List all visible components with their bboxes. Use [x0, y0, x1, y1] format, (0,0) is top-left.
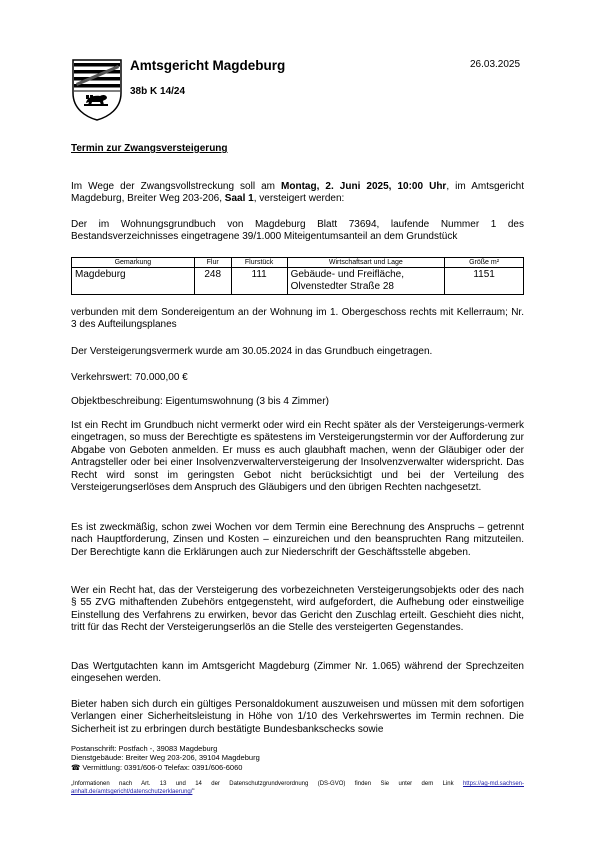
- court-name: Amtsgericht Magdeburg: [130, 58, 286, 73]
- table-header: Wirtschaftsart und Lage: [287, 258, 445, 268]
- verkehrswert: Verkehrswert: 70.000,00 €: [71, 372, 188, 383]
- table-header: Flur: [194, 258, 231, 268]
- coat-of-arms-icon: [72, 59, 122, 121]
- cell-lage: [287, 268, 445, 295]
- intro-paragraph: Im Wege der Zwangsvollstreckung soll am Montag, 2. Juni 2025, 10:00 Uhr, im Amtsgericht Magdeburg, Breiter Weg 203-206, Saal 1, versteigert werden:: [71, 181, 524, 205]
- footer-address: [71, 744, 260, 772]
- property-table: [71, 257, 524, 295]
- case-number: 38b K 14/24: [130, 86, 186, 97]
- table-header: Gemarkung: [72, 258, 195, 268]
- lage-line-2: Olvenstedter Straße 28: [290, 281, 394, 292]
- bieter-paragraph: Bieter haben sich durch ein gültiges Personaldokument auszuweisen und müssen mit dem sofortigen Verlangen einer Sicherheitsleistung in Höhe von 1/10 des Verkehrswertes im Termin rechnen. Die Sicherheit ist zu erbringen durch bestätigte Bundesbankschecks sowie: [71, 699, 524, 735]
- grundbuch-paragraph: Der im Wohnungsgrundbuch von Magdeburg Blatt 73694, laufende Nummer 1 des Bestandsverzeichnisses eingetragene 39/1.000 Miteigentumsanteil an dem Grundstück: [71, 219, 524, 243]
- objektbeschreibung: Objektbeschreibung: Eigentumswohnung (3 bis 4 Zimmer): [71, 396, 329, 407]
- footer-dienstgebaeude: Dienstgebäude: Breiter Weg 203-206, 39104 Magdeburg: [71, 753, 260, 763]
- table-row: [72, 268, 524, 295]
- table-header-row: [72, 258, 524, 268]
- document-date: 26.03.2025: [470, 59, 521, 70]
- table-header: Flurstück: [231, 258, 287, 268]
- cell-flurstueck: 111: [231, 268, 287, 295]
- recht-paragraph: Ist ein Recht im Grundbuch nicht vermerkt oder wird ein Recht später als der Versteigerungs-vermerk eingetragen, so muss der Berechtigte es spätestens im Versteigerungstermin vor der Aufforderung zur Abgabe von Geboten anmelden. Er muss es auch glaubhaft machen, wenn der Gläubiger oder der Antragsteller oder bei einer Insolvenzverwalterversteigerung der Insolvenzverwalter widerspricht. Das Recht wird sonst im geringsten Gebot nicht berücksichtigt und bei der Verteilung des Versteigerungserlöses dem Anspruch des Gläubigers und den übrigen Rechten nachgesetzt.: [71, 420, 524, 494]
- widerspruch-paragraph: Wer ein Recht hat, das der Versteigerung des vorbezeichneten Versteigerungsobjekts oder des nach § 55 ZVG mithaftenden Zubehörs entgegensteht, wird aufgefordert, die Aufhebung oder einstweilige Einstellung des Verfahrens zu erwirken, bevor das Gericht den Zuschlag erteilt. Geschieht dies nicht, tritt für das Recht der Versteigerungserlös an die Stelle des versteigerten Gegenstandes.: [71, 585, 524, 634]
- sondereigentum-paragraph: verbunden mit dem Sondereigentum an der Wohnung im 1. Obergeschoss rechts mit Kellerraum; Nr. 3 des Aufteilungsplanes: [71, 307, 524, 331]
- cell-groesse: 1151: [445, 268, 524, 295]
- privacy-link[interactable]: https://ag-md.sachsen-anhalt.de/amtsgericht/datenschutzerklaerung/: [71, 781, 524, 795]
- document-title: Termin zur Zwangsversteigerung: [71, 143, 228, 154]
- cell-flur: 248: [194, 268, 231, 295]
- table-header: Größe m²: [445, 258, 524, 268]
- zweck-paragraph: Es ist zweckmäßig, schon zwei Wochen vor dem Termin eine Berechnung des Anspruchs – getrennt nach Hauptforderung, Zinsen und Kosten – einzureichen und den beanspruchten Rang mitzuteilen. Der Berechtigte kann die Erklärungen auch zur Niederschrift der Geschäftsstelle abgeben.: [71, 522, 524, 558]
- cell-gemarkung: Magdeburg: [72, 268, 195, 295]
- footer-telefon: ☎ Vermittlung: 0391/606-0 Telefax: 0391/606-6060: [71, 762, 243, 772]
- footer-privacy-note: „Informationen nach Art. 13 und 14 der Datenschutzgrundverordnung (DS-GVO) finden Sie unter dem Link https://ag-md.sachsen-anhalt.de/amtsgericht/datenschutzerklaerung/": [71, 781, 524, 795]
- footer-postanschrift: Postanschrift: Postfach -, 39083 Magdeburg: [71, 744, 218, 753]
- lage-line-1: Gebäude- und Freifläche,: [290, 269, 404, 280]
- gutachten-paragraph: Das Wertgutachten kann im Amtsgericht Magdeburg (Zimmer Nr. 1.065) während der Sprechzeiten eingesehen werden.: [71, 661, 524, 685]
- vermerk-paragraph: Der Versteigerungsvermerk wurde am 30.05.2024 in das Grundbuch eingetragen.: [71, 346, 433, 357]
